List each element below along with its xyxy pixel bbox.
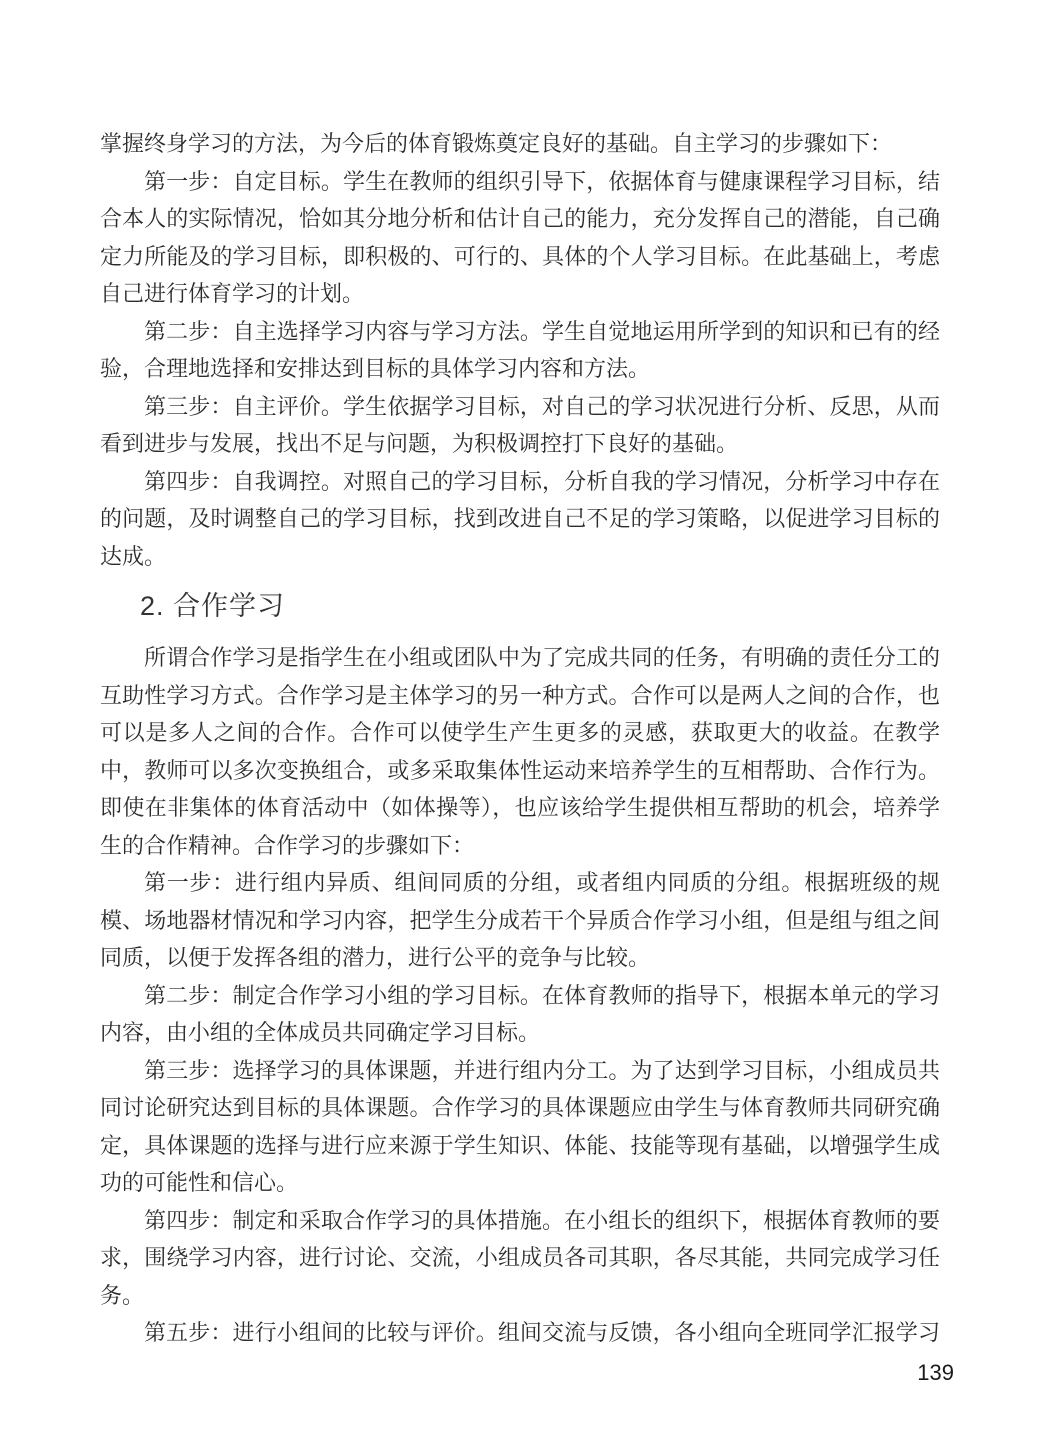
self-study-step-1-paragraph: 第一步：自定目标。学生在教师的组织引导下，依据体育与健康课程学习目标，结合本人的实际情况，恰如其分地分析和估计自己的能力，充分发挥自己的潜能，自己确定力所能及的学习目标，即积极的、可行的、具体的个人学习目标。在此基础上，考虑自己进行体育学习的计划。 — [100, 168, 940, 306]
cooperative-learning-intro-paragraph: 所谓合作学习是指学生在小组或团队中为了完成共同的任务，有明确的责任分工的互助性学习方式。合作学习是主体学习的另一种方式。合作可以是两人之间的合作，也可以是多人之间的合作。合作可以使学生产生更多的灵感，获取更大的收益。在教学中，教师可以多次变换组合，或多采取集体性运动来培养学生的互相帮助、合作行为。即使在非集体的体育活动中（如体操等），也应该给学生提供相互帮助的机会，培养学生的合作精神。合作学习的步骤如下： — [100, 645, 940, 858]
paragraph-intro-continuation: 掌握终身学习的方法，为今后的体育锻炼奠定良好的基础。自主学习的步骤如下： — [100, 131, 893, 156]
self-study-step-4-paragraph: 第四步：自我调控。对照自己的学习目标，分析自我的学习情况，分析学习中存在的问题，及时调整自己的学习目标，找到改进自己不足的学习策略，以促进学习目标的达成。 — [100, 468, 940, 569]
section-heading-cooperative-learning: 2. 合作学习 — [140, 591, 286, 621]
cooperative-step-4-paragraph: 第四步：制定和采取合作学习的具体措施。在小组长的组织下，根据体育教师的要求，围绕学习内容，进行讨论、交流，小组成员各司其职，各尽其能，共同完成学习任务。 — [100, 1207, 940, 1308]
cooperative-step-5-paragraph: 第五步：进行小组间的比较与评价。组间交流与反馈，各小组向全班同学汇报学习 — [144, 1320, 940, 1345]
text-column — [100, 125, 940, 1352]
page-number: 139 — [917, 1360, 954, 1385]
cooperative-step-3-paragraph: 第三步：选择学习的具体课题，并进行组内分工。为了达到学习目标，小组成员共同讨论研究达到目标的具体课题。合作学习的具体课题应由学生与体育教师共同研究确定，具体课题的选择与进行应来源于学生知识、体能、技能等现有基础，以增强学生成功的可能性和信心。 — [100, 1057, 940, 1195]
self-study-step-3-paragraph: 第三步：自主评价。学生依据学习目标，对自己的学习状况进行分析、反思，从而看到进步与发展，找出不足与问题，为积极调控打下良好的基础。 — [100, 393, 940, 456]
self-study-step-2-paragraph: 第二步：自主选择学习内容与学习方法。学生自觉地运用所学到的知识和已有的经验，合理地选择和安排达到目标的具体学习内容和方法。 — [100, 318, 940, 381]
cooperative-step-2-paragraph: 第二步：制定合作学习小组的学习目标。在体育教师的指导下，根据本单元的学习内容，由小组的全体成员共同确定学习目标。 — [100, 982, 940, 1045]
cooperative-step-1-paragraph: 第一步：进行组内异质、组间同质的分组，或者组内同质的分组。根据班级的规模、场地器材情况和学习内容，把学生分成若干个异质合作学习小组，但是组与组之间同质，以便于发挥各组的潜力，进行公平的竞争与比较。 — [100, 870, 940, 970]
